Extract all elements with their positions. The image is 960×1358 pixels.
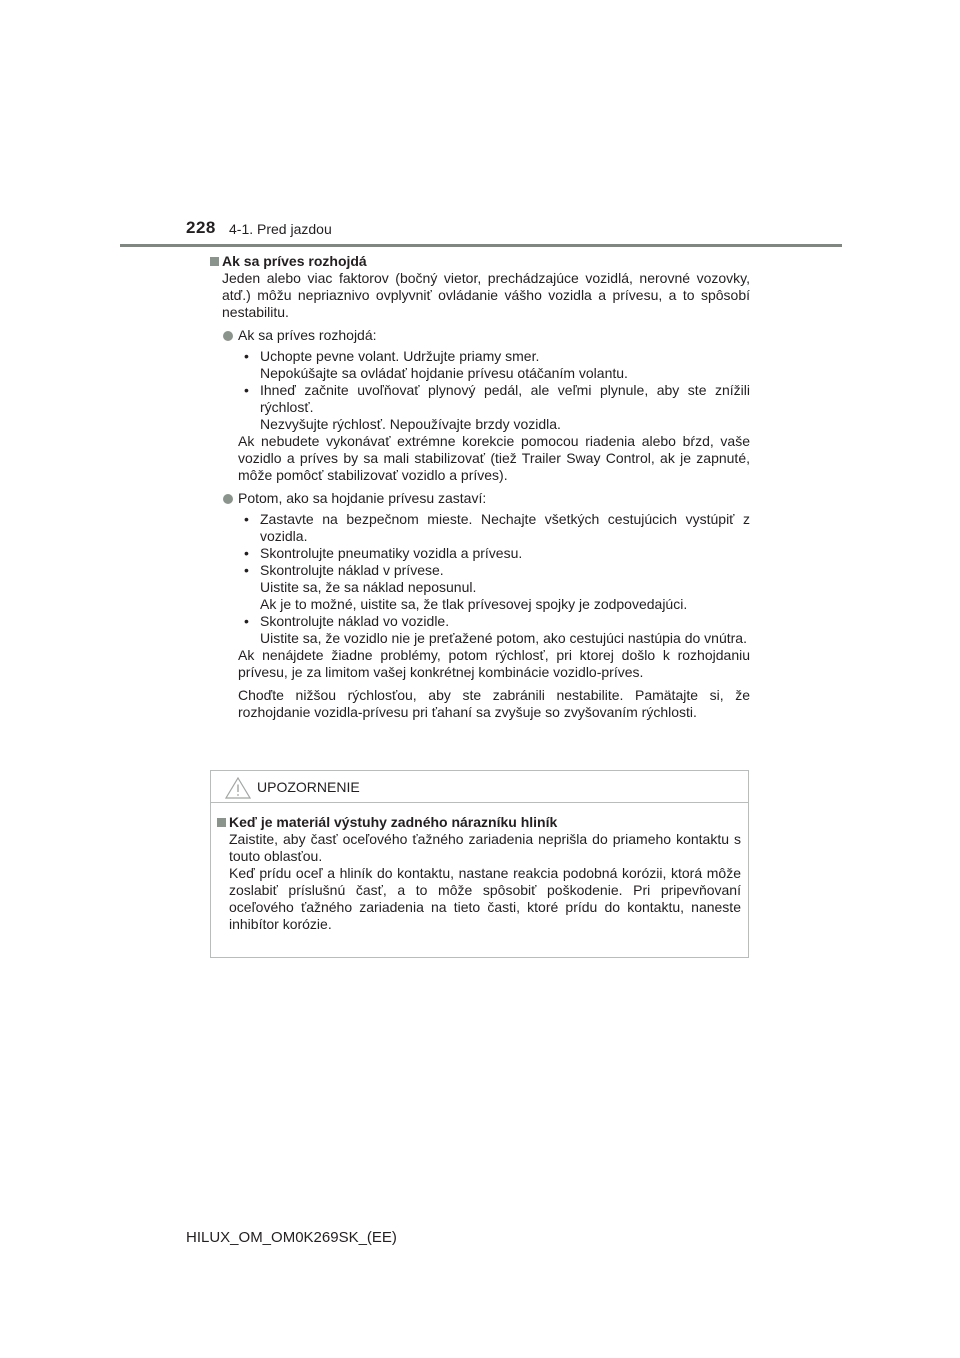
sub-item-text: Uchopte pevne volant. Udržujte priamy smer. (260, 348, 540, 364)
sub-list (238, 511, 750, 647)
sub-item-note: Uistite sa, že sa náklad neposunul. (260, 579, 477, 595)
caution-heading (217, 814, 741, 831)
caution-paragraph: Zaistite, aby časť oceľového ťažného zariadenia neprišla do priameho kontaktu s touto oblasťou. (229, 831, 741, 864)
sub-item-note: Ak je to možné, uistite sa, že tlak prívesovej spojky je zodpovedajúci. (260, 596, 688, 612)
section-title: 4-1. Pred jazdou (229, 221, 332, 237)
sub-item-text: Skontrolujte pneumatiky vozidla a prívesu. (260, 545, 523, 561)
list-item-label: Ak sa príves rozhojdá: (238, 327, 377, 343)
bullet-dot-icon: • (244, 545, 249, 561)
caution-paragraph: Keď prídu oceľ a hliník do kontaktu, nastane reakcia podobná korózii, ktorá môže zoslabiť príslušnú časť, a to môže spôsobiť poškodenie. Pri pripevňovaní oceľového ťažného zariadenia na tieto časti, ktoré prídu do kontaktu, naneste inhibítor korózie. (229, 865, 741, 932)
followup-paragraph: Choďte nižšou rýchlosťou, aby ste zabránili nestabilite. Pamätajte si, že rozhojdanie vozidla-prívesu pri ťahaní sa zvyšuje so zvyšovaním rýchlosti. (238, 687, 750, 720)
sub-item-text: Zastavte na bezpečnom mieste. Nechajte všetkých cestujúcich vystúpiť z vozidla. (260, 511, 750, 544)
section-heading (210, 253, 750, 270)
sub-item-note: Uistite sa, že vozidlo nie je preťažené potom, ako cestujúci nastúpia do vnútra. (260, 630, 747, 646)
square-bullet-icon (217, 818, 226, 827)
intro-paragraph: Jeden alebo viac faktorov (bočný vietor, prechádzajúce vozidlá, nerovné vozovky, atď.) môžu nepriaznivo ovplyvniť ovládanie vášho vozidla a prívesu, a to spôsobí nestabilitu. (222, 270, 750, 320)
caution-box (210, 770, 749, 958)
sub-list-item (238, 511, 750, 545)
caution-header (211, 771, 748, 803)
circle-bullet-icon (223, 331, 233, 341)
sub-item-note: Nezvyšujte rýchlosť. Nepoužívajte brzdy vozidla. (260, 416, 561, 432)
bullet-dot-icon: • (244, 562, 249, 578)
page-number: 228 (186, 218, 216, 237)
list-item (222, 490, 750, 507)
circle-bullet-icon (223, 494, 233, 504)
sub-list-item (238, 545, 750, 562)
warning-triangle-icon (225, 777, 251, 799)
sub-item-note: Nepokúšajte sa ovládať hojdanie prívesu otáčaním volantu. (260, 365, 628, 381)
bullet-dot-icon: • (244, 511, 249, 527)
sub-list-item (238, 613, 750, 647)
bullet-dot-icon: • (244, 348, 249, 364)
sub-item-text: Skontrolujte náklad vo vozidle. (260, 613, 450, 629)
sub-item-text: Ihneď začnite uvoľňovať plynový pedál, ale veľmi plynule, aby ste znížili rýchlosť. (260, 382, 750, 415)
list-item (222, 327, 750, 344)
bullet-dot-icon: • (244, 613, 249, 629)
caution-title: UPOZORNENIE (257, 779, 360, 795)
followup-paragraph: Ak nenájdete žiadne problémy, potom rýchlosť, pri ktorej došlo k rozhojdaniu prívesu, je za limitom vašej konkrétnej kombinácie vozidlo-príves. (238, 647, 750, 680)
sub-list-item (238, 382, 750, 433)
header-divider (120, 244, 842, 247)
sub-list (238, 348, 750, 433)
section-heading-text: Ak sa príves rozhojdá (222, 253, 367, 269)
caution-heading-text: Keď je materiál výstuhy zadného nárazníku hliník (229, 814, 558, 830)
list-item-label: Potom, ako sa hojdanie prívesu zastaví: (238, 490, 487, 506)
sub-list-item (238, 562, 750, 613)
followup-paragraph: Ak nebudete vykonávať extrémne korekcie pomocou riadenia alebo bŕzd, vaše vozidlo a príves by sa mali stabilizovať (tiež Trailer Sway Control, ak je zapnuté, môže pomôcť stabilizovať vozidlo a príves). (238, 433, 750, 483)
main-content (210, 253, 750, 721)
bullet-dot-icon: • (244, 382, 249, 398)
sub-list-item (238, 348, 750, 382)
square-bullet-icon (210, 257, 219, 266)
caution-body (217, 814, 741, 933)
document-code: HILUX_OM_OM0K269SK_(EE) (186, 1229, 397, 1246)
sub-item-text: Skontrolujte náklad v prívese. (260, 562, 444, 578)
